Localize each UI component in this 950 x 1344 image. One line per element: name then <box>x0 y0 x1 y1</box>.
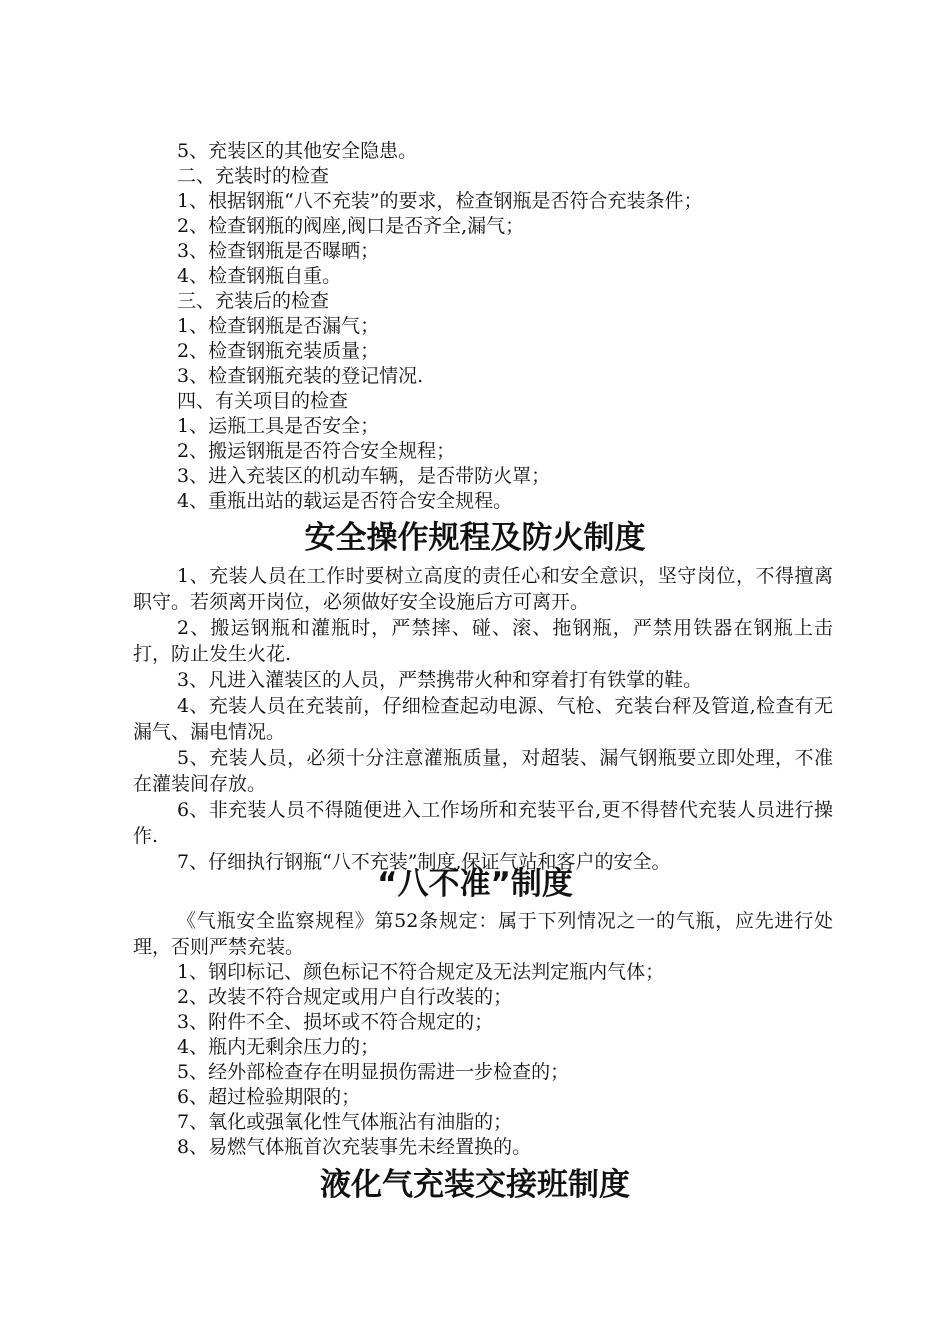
list-item: 3、进入充装区的机动车辆，是否带防火罩； <box>177 465 551 487</box>
list-item: 3、检查钢瓶充装的登记情况. <box>177 365 424 387</box>
eight-prohibitions-title: “八不准”制度 <box>377 866 573 902</box>
list-item: 2、改装不符合规定或用户自行改装的； <box>177 986 513 1008</box>
list-item: 8、易燃气体瓶首次充装事先未经置换的。 <box>177 1136 532 1158</box>
list-item: 2、检查钢瓶的阀座,阀口是否齐全,漏气； <box>177 215 525 237</box>
section-subheading: 四、有关项目的检查 <box>177 390 349 412</box>
section-subheading: 三、充装后的检查 <box>177 290 330 312</box>
paragraph: 4、充装人员在充装前，仔细检查起动电源、气枪、充装台秤及管道,检查有无漏气、漏电情况。 <box>133 695 833 743</box>
inspection-list <box>133 139 833 514</box>
list-item: 3、附件不全、损坏或不符合规定的； <box>177 1011 494 1033</box>
list-item: 6、超过检验期限的； <box>177 1086 361 1108</box>
list-item: 1、钢印标记、颜色标记不符合规定及无法判定瓶内气体； <box>177 961 665 983</box>
paragraph: 6、非充装人员不得随便进入工作场所和充装平台,更不得替代充装人员进行操作. <box>133 799 833 847</box>
list-item: 3、检查钢瓶是否曝晒； <box>177 240 380 262</box>
list-item: 5、经外部检查存在明显损伤需进一步检查的； <box>177 1061 570 1083</box>
safety-rules-body <box>133 563 833 875</box>
handover-title: 液化气充装交接班制度 <box>320 1167 630 1203</box>
list-item: 5、充装区的其他安全隐患。 <box>177 140 418 162</box>
paragraph: 《气瓶安全监察规程》第52条规定：属于下列情况之一的气瓶，应先进行处理，否则严禁充装。 <box>133 910 833 958</box>
list-item: 4、检查钢瓶自重。 <box>177 265 342 287</box>
paragraph: 5、充装人员，必须十分注意灌瓶质量，对超装、漏气钢瓶要立即处理，不准在灌装间存放。 <box>133 747 833 795</box>
list-item: 7、氧化或强氧化性气体瓶沾有油脂的； <box>177 1111 513 1133</box>
list-item: 4、瓶内无剩余压力的； <box>177 1036 380 1058</box>
eight-prohibitions-list <box>133 960 833 1160</box>
eight-prohibitions-intro <box>133 908 833 960</box>
list-item: 4、重瓶出站的载运是否符合安全规程。 <box>177 490 513 512</box>
safety-rules-title: 安全操作规程及防火制度 <box>304 520 646 556</box>
list-item: 2、检查钢瓶充装质量； <box>177 340 380 362</box>
paragraph: 7、仔细执行钢瓶“八不充装”制度,保证气站和客户的安全。 <box>177 851 671 873</box>
section-subheading: 二、充装时的检查 <box>177 165 330 187</box>
list-item: 1、根据钢瓶“八不充装”的要求，检查钢瓶是否符合充装条件； <box>177 190 703 212</box>
list-item: 1、检查钢瓶是否漏气； <box>177 315 380 337</box>
list-item: 1、运瓶工具是否安全； <box>177 415 380 437</box>
paragraph: 1、充装人员在工作时要树立高度的责任心和安全意识，坚守岗位，不得擅离职守。若须离开岗位，必须做好安全设施后方可离开。 <box>133 565 833 613</box>
paragraph: 2、搬运钢瓶和灌瓶时，严禁摔、碰、滚、拖钢瓶，严禁用铁器在钢瓶上击打，防止发生火花. <box>133 617 833 665</box>
paragraph: 3、凡进入灌装区的人员，严禁携带火种和穿着打有铁掌的鞋。 <box>177 669 703 691</box>
list-item: 2、搬运钢瓶是否符合安全规程； <box>177 440 456 462</box>
